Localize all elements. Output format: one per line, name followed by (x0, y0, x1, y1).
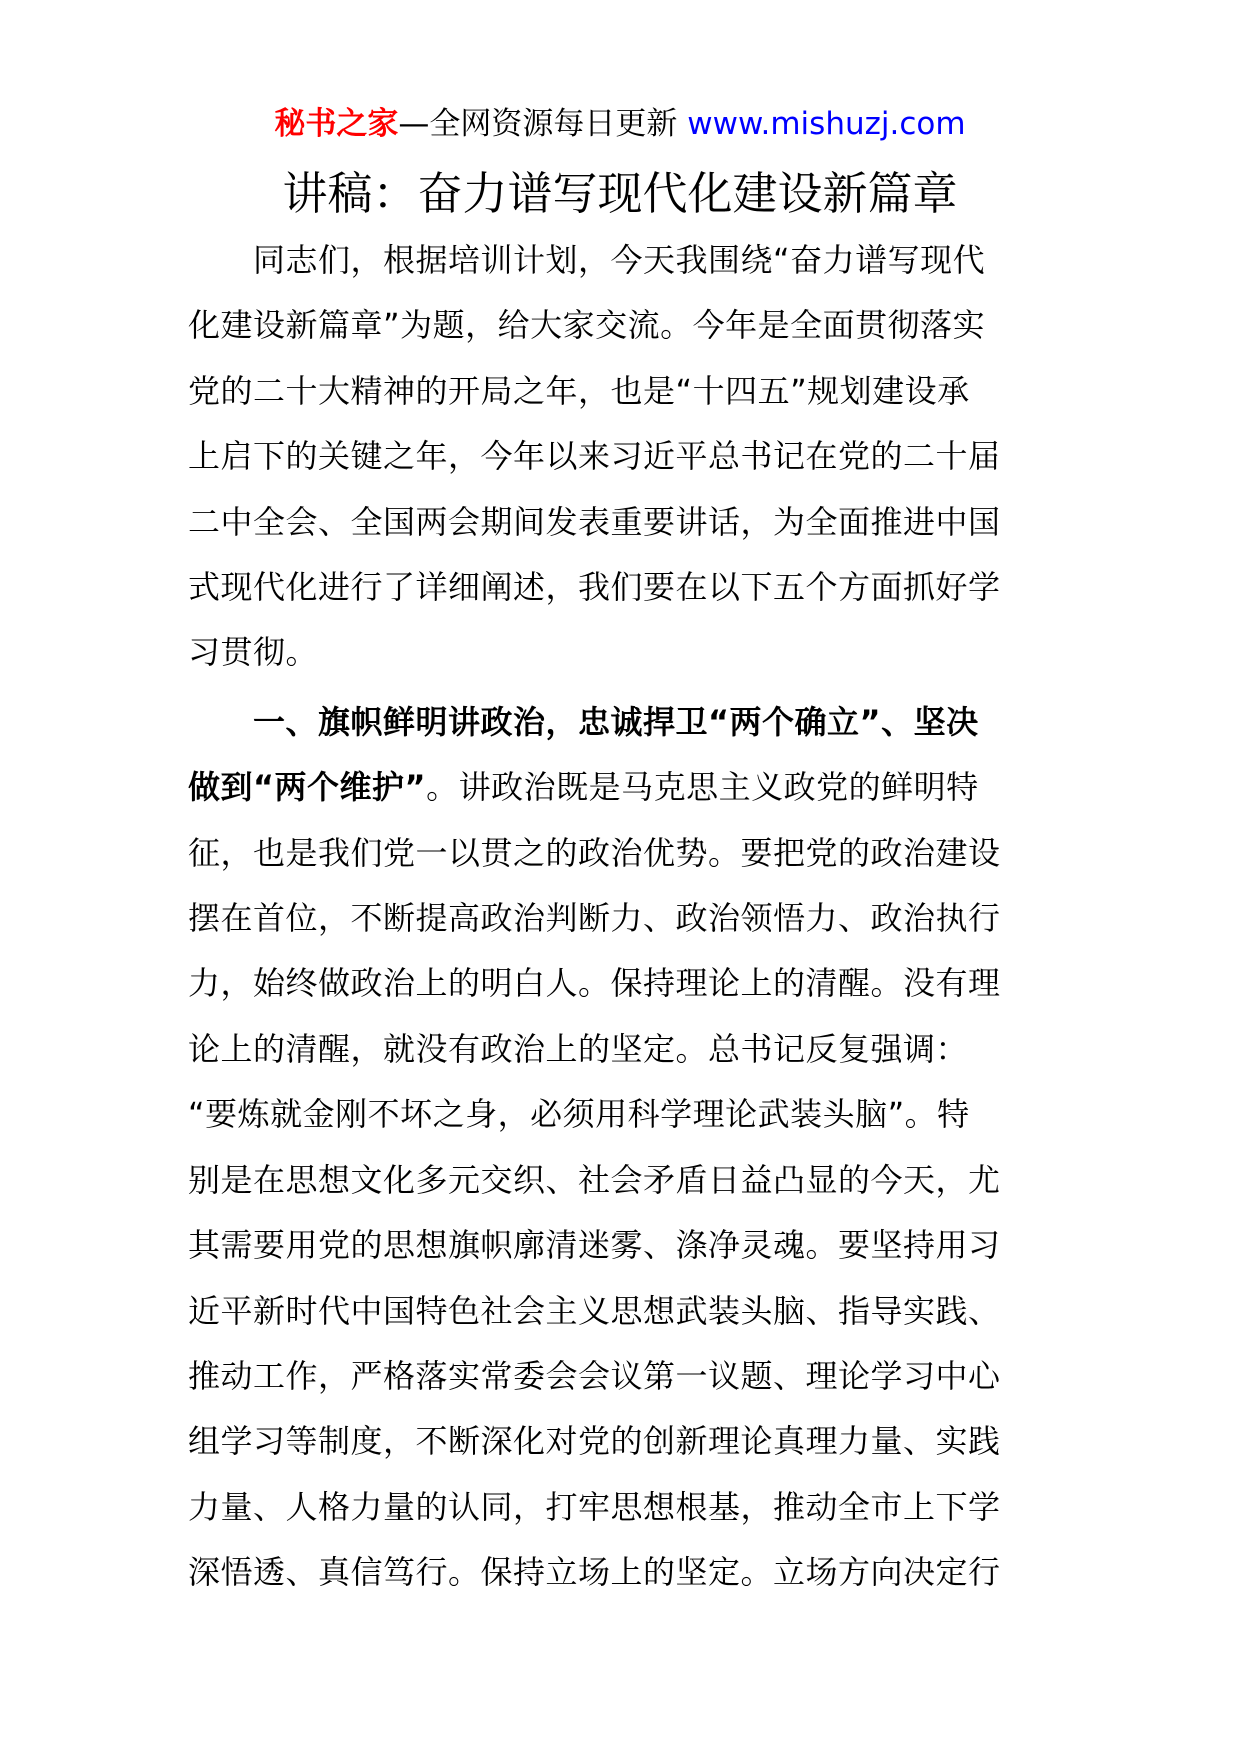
text-line-rest: 。讲政治既是马克思主义政党的鲜明特 (426, 768, 979, 807)
text-line: 同志们，根据培训计划，今天我围绕“奋力谱写现代 (188, 241, 986, 279)
text-line (188, 755, 1028, 820)
text-line: 二中全会、全国两会期间发表重要讲话，为全面推进中国 (188, 502, 1001, 541)
text-line: 力，始终做政治上的明白人。保持理论上的清醒。没有理 (188, 964, 1001, 1003)
text-line: “要炼就金刚不坏之身，必须用科学理论武装头脑”。特 (188, 1095, 970, 1134)
site-header (0, 100, 1240, 148)
text-line: 征，也是我们党一以贯之的政治优势。要把党的政治建设 (188, 833, 1001, 872)
text-line: 别是在思想文化多元交织、社会矛盾日益凸显的今天，尤 (188, 1160, 1001, 1199)
text-line: 摆在首位，不断提高政治判断力、政治领悟力、政治执行 (188, 899, 1001, 938)
text-line: 推动工作，严格落实常委会会议第一议题、理论学习中心 (188, 1356, 1001, 1395)
text-line: 力量、人格力量的认同，打牢思想根基，推动全市上下学 (188, 1487, 1001, 1526)
text-line: 化建设新篇章”为题，给大家交流。今年是全面贯彻落实 (188, 306, 986, 345)
document-body (188, 228, 1028, 1606)
document-title: 讲稿：奋力谱写现代化建设新篇章 (282, 167, 958, 220)
text-line: 式现代化进行了详细阐述，我们要在以下五个方面抓好学 (188, 568, 1001, 607)
site-url-link[interactable]: www.mishuzj.com (687, 106, 966, 142)
text-line: 深悟透、真信笃行。保持立场上的坚定。立场方向决定行 (188, 1553, 1001, 1592)
paragraph-section-one (188, 690, 1028, 1606)
site-brand: 秘书之家 (274, 106, 399, 142)
section-heading: 一、旗帜鲜明讲政治，忠诚捍卫“两个确立”、坚决 (188, 702, 979, 741)
text-line: 论上的清醒，就没有政治上的坚定。总书记反复强调： (188, 1029, 969, 1068)
text-line: 组学习等制度，不断深化对党的创新理论真理力量、实践 (188, 1422, 1001, 1461)
section-heading-cont: 做到“两个维护” (188, 768, 427, 807)
text-line: 党的二十大精神的开局之年，也是“十四五”规划建设承 (188, 371, 970, 410)
text-line: 习贯彻。 (188, 633, 319, 672)
site-tagline: —全网资源每日更新 (398, 106, 688, 142)
paragraph-intro (188, 228, 1028, 686)
text-line: 近平新时代中国特色社会主义思想武装头脑、指导实践、 (188, 1291, 1001, 1330)
text-line: 上启下的关键之年，今年以来习近平总书记在党的二十届 (188, 437, 1001, 476)
text-line: 其需要用党的思想旗帜廓清迷雾、涤净灵魂。要坚持用习 (188, 1226, 1001, 1265)
